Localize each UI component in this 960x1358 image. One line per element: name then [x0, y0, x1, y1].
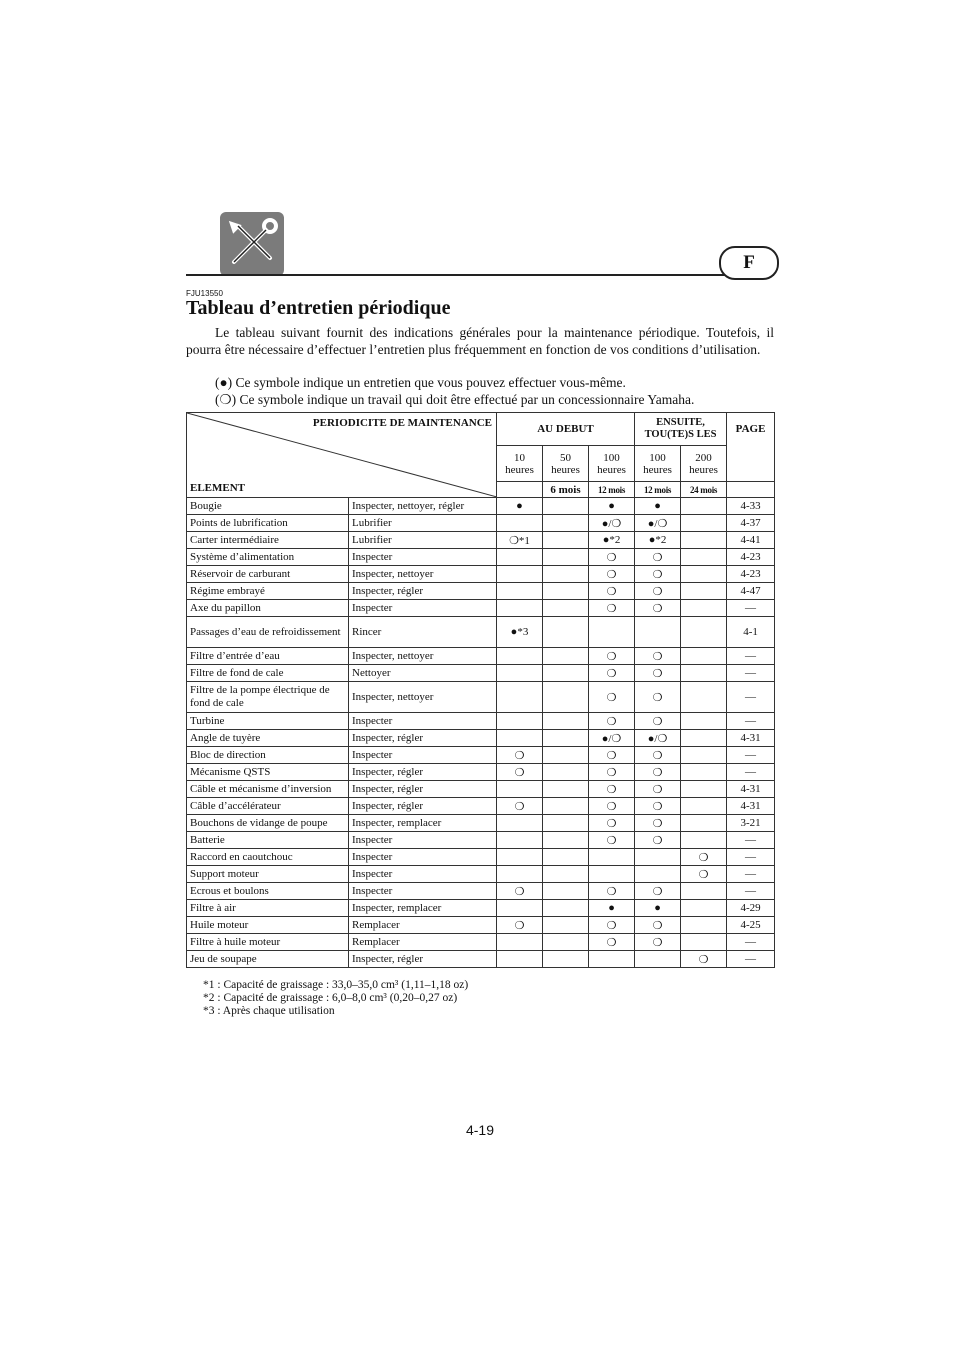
interval-mark-cell — [543, 600, 589, 617]
interval-mark-cell: ❍ — [497, 798, 543, 815]
interval-mark-cell: ❍ — [589, 798, 635, 815]
interval-mark-cell — [543, 583, 589, 600]
interval-mark-cell: ●/❍ — [589, 730, 635, 747]
element-cell: Filtre à air — [187, 900, 349, 917]
interval-mark-cell: ❍ — [497, 883, 543, 900]
page-ref-cell: 4-31 — [727, 781, 775, 798]
table-row — [187, 532, 775, 549]
corner-bottom-label: ELEMENT — [190, 482, 246, 494]
element-cell: Batterie — [187, 832, 349, 849]
action-cell: Inspecter — [349, 600, 497, 617]
table-row — [187, 600, 775, 617]
interval-mark-cell: ❍ — [635, 566, 681, 583]
interval-mark-cell — [543, 682, 589, 713]
action-cell: Inspecter, nettoyer — [349, 566, 497, 583]
interval-mark-cell — [497, 665, 543, 682]
interval-mark-cell — [497, 832, 543, 849]
interval-mark-cell — [497, 648, 543, 665]
interval-mark-cell — [681, 515, 727, 532]
action-cell: Inspecter, nettoyer — [349, 648, 497, 665]
interval-mark-cell — [543, 515, 589, 532]
interval-mark-cell — [543, 713, 589, 730]
interval-mark-cell — [543, 798, 589, 815]
page-ref-cell: 4-31 — [727, 798, 775, 815]
interval-mark-cell — [589, 849, 635, 866]
interval-mark-cell: ❍ — [635, 883, 681, 900]
table-row — [187, 934, 775, 951]
interval-mark-cell — [543, 951, 589, 968]
table-row — [187, 682, 775, 713]
interval-mark-cell: ❍ — [589, 600, 635, 617]
interval-mark-cell: ❍ — [589, 883, 635, 900]
action-cell: Nettoyer — [349, 665, 497, 682]
interval-mark-cell — [635, 951, 681, 968]
interval-mark-cell — [497, 600, 543, 617]
table-row — [187, 583, 775, 600]
interval-mark-cell: ❍ — [589, 781, 635, 798]
interval-mark-cell — [497, 566, 543, 583]
interval-mark-cell: ❍*1 — [497, 532, 543, 549]
interval-mark-cell: ❍ — [589, 648, 635, 665]
table-row — [187, 900, 775, 917]
action-cell: Inspecter — [349, 747, 497, 764]
interval-mark-cell — [543, 781, 589, 798]
tools-icon — [220, 212, 284, 276]
interval-mark-cell: ❍ — [681, 866, 727, 883]
page-ref-cell: 4-23 — [727, 549, 775, 566]
action-cell: Inspecter, régler — [349, 951, 497, 968]
element-cell: Bloc de direction — [187, 747, 349, 764]
interval-header: 100 heures — [589, 446, 635, 482]
element-cell: Système d’alimentation — [187, 549, 349, 566]
interval-mark-cell: ❍ — [635, 781, 681, 798]
interval-mark-cell — [681, 532, 727, 549]
table-row — [187, 747, 775, 764]
interval-mark-cell — [543, 747, 589, 764]
table-row — [187, 781, 775, 798]
interval-mark-cell: ❍ — [635, 600, 681, 617]
page-ref-cell: 4-33 — [727, 498, 775, 515]
table-corner-header — [187, 413, 497, 498]
interval-mark-cell — [543, 665, 589, 682]
page-ref-cell: — — [727, 600, 775, 617]
action-cell: Inspecter, nettoyer — [349, 682, 497, 713]
interval-mark-cell: ❍ — [635, 549, 681, 566]
interval-mark-cell: ❍ — [497, 764, 543, 781]
footnote: *1 : Capacité de graissage : 33,0–35,0 cm³ (1,11–1,18 oz) — [203, 979, 469, 991]
interval-mark-cell — [589, 617, 635, 648]
interval-mark-cell: ●*2 — [635, 532, 681, 549]
interval-mark-cell — [543, 498, 589, 515]
interval-mark-cell — [635, 849, 681, 866]
table-row — [187, 883, 775, 900]
page-ref-cell: — — [727, 648, 775, 665]
maintenance-table — [186, 412, 775, 968]
interval-mark-cell — [681, 730, 727, 747]
page-ref-cell: — — [727, 866, 775, 883]
month-header: 12 mois — [635, 482, 681, 498]
interval-mark-cell — [681, 665, 727, 682]
interval-mark-cell: ❍ — [635, 648, 681, 665]
interval-mark-cell — [681, 883, 727, 900]
interval-mark-cell — [681, 566, 727, 583]
month-header: 6 mois — [543, 482, 589, 498]
interval-mark-cell: ❍ — [681, 849, 727, 866]
interval-mark-cell — [543, 566, 589, 583]
interval-mark-cell — [543, 934, 589, 951]
element-cell: Bouchons de vidange de poupe — [187, 815, 349, 832]
element-cell: Jeu de soupape — [187, 951, 349, 968]
interval-mark-cell: ● — [635, 900, 681, 917]
legend-dealer-service: (❍) Ce symbole indique un travail qui doit être effectué par un concessionnaire Yamaha. — [215, 392, 695, 407]
element-cell: Points de lubrification — [187, 515, 349, 532]
page-ref-cell: — — [727, 849, 775, 866]
interval-mark-cell — [497, 815, 543, 832]
interval-mark-cell — [543, 764, 589, 781]
page-ref-cell: 4-29 — [727, 900, 775, 917]
action-cell: Inspecter, remplacer — [349, 815, 497, 832]
interval-mark-cell: ❍ — [635, 713, 681, 730]
table-row — [187, 730, 775, 747]
table-row — [187, 498, 775, 515]
table-row — [187, 951, 775, 968]
interval-mark-cell — [681, 549, 727, 566]
interval-mark-cell — [635, 866, 681, 883]
action-cell: Lubrifier — [349, 532, 497, 549]
page-ref-cell: — — [727, 934, 775, 951]
page-ref-cell: 4-47 — [727, 583, 775, 600]
page-ref-cell: 4-1 — [727, 617, 775, 648]
interval-mark-cell — [497, 515, 543, 532]
element-cell: Régime embrayé — [187, 583, 349, 600]
page-ref-cell: — — [727, 883, 775, 900]
interval-mark-cell: ●/❍ — [589, 515, 635, 532]
interval-mark-cell — [497, 549, 543, 566]
action-cell: Remplacer — [349, 934, 497, 951]
interval-mark-cell — [681, 815, 727, 832]
element-cell: Filtre d’entrée d’eau — [187, 648, 349, 665]
interval-mark-cell — [681, 900, 727, 917]
interval-mark-cell — [681, 648, 727, 665]
month-header — [497, 482, 543, 498]
interval-mark-cell: ❍ — [589, 713, 635, 730]
action-cell: Inspecter — [349, 713, 497, 730]
interval-mark-cell — [543, 866, 589, 883]
interval-mark-cell: ❍ — [589, 583, 635, 600]
element-cell: Raccord en caoutchouc — [187, 849, 349, 866]
element-cell: Support moteur — [187, 866, 349, 883]
element-cell: Huile moteur — [187, 917, 349, 934]
interval-mark-cell — [681, 747, 727, 764]
header-rule — [186, 274, 774, 276]
page-ref-cell: 4-25 — [727, 917, 775, 934]
interval-mark-cell — [543, 900, 589, 917]
action-cell: Inspecter, régler — [349, 798, 497, 815]
action-cell: Lubrifier — [349, 515, 497, 532]
month-header: 12 mois — [589, 482, 635, 498]
interval-mark-cell — [543, 815, 589, 832]
table-row — [187, 764, 775, 781]
interval-mark-cell: ❍ — [497, 917, 543, 934]
element-cell: Angle de tuyère — [187, 730, 349, 747]
element-cell: Passages d’eau de refroidissement — [187, 617, 349, 648]
interval-mark-cell — [497, 781, 543, 798]
interval-mark-cell — [635, 617, 681, 648]
table-row — [187, 617, 775, 648]
interval-mark-cell: ● — [589, 498, 635, 515]
interval-mark-cell: ❍ — [635, 815, 681, 832]
interval-mark-cell: ❍ — [635, 917, 681, 934]
table-row — [187, 549, 775, 566]
interval-mark-cell — [497, 730, 543, 747]
element-cell: Ecrous et boulons — [187, 883, 349, 900]
page-number: 4-19 — [465, 1122, 495, 1138]
interval-mark-cell: ❍ — [497, 747, 543, 764]
group-then-header: ENSUITE, TOU(TE)S LES — [635, 413, 727, 446]
interval-mark-cell — [681, 764, 727, 781]
interval-mark-cell: ●*2 — [589, 532, 635, 549]
page-ref-cell: — — [727, 951, 775, 968]
page-title: Tableau d’entretien périodique — [186, 297, 451, 319]
page-ref-cell: — — [727, 713, 775, 730]
page-ref-cell: — — [727, 832, 775, 849]
interval-mark-cell: ❍ — [635, 747, 681, 764]
action-cell: Inspecter — [349, 549, 497, 566]
doc-code: FJU13550 — [186, 289, 223, 298]
interval-mark-cell — [589, 951, 635, 968]
table-row — [187, 866, 775, 883]
interval-mark-cell: ● — [635, 498, 681, 515]
interval-mark-cell: ❍ — [635, 665, 681, 682]
interval-mark-cell — [543, 617, 589, 648]
interval-mark-cell — [497, 583, 543, 600]
element-cell: Filtre à huile moteur — [187, 934, 349, 951]
month-header: 24 mois — [681, 482, 727, 498]
interval-mark-cell — [543, 532, 589, 549]
interval-mark-cell — [543, 883, 589, 900]
interval-mark-cell — [681, 934, 727, 951]
interval-header: 200 heures — [681, 446, 727, 482]
interval-header: 50 heures — [543, 446, 589, 482]
interval-mark-cell: ●*3 — [497, 617, 543, 648]
maintenance-table-body — [187, 498, 775, 968]
interval-mark-cell — [497, 900, 543, 917]
page-ref-cell: — — [727, 747, 775, 764]
table-row — [187, 566, 775, 583]
page-column-header: PAGE — [727, 413, 775, 482]
legend-self-service: (●) Ce symbole indique un entretien que vous pouvez effectuer vous-même. — [215, 375, 626, 390]
interval-mark-cell: ❍ — [589, 566, 635, 583]
action-cell: Remplacer — [349, 917, 497, 934]
action-cell: Inspecter, régler — [349, 764, 497, 781]
interval-mark-cell — [589, 866, 635, 883]
interval-mark-cell — [681, 617, 727, 648]
interval-mark-cell — [543, 549, 589, 566]
interval-mark-cell — [681, 781, 727, 798]
interval-mark-cell: ❍ — [635, 583, 681, 600]
element-cell: Turbine — [187, 713, 349, 730]
interval-mark-cell — [681, 798, 727, 815]
footnote: *3 : Après chaque utilisation — [203, 1005, 335, 1017]
interval-mark-cell — [543, 917, 589, 934]
interval-mark-cell: ● — [497, 498, 543, 515]
element-cell: Réservoir de carburant — [187, 566, 349, 583]
interval-mark-cell: ● — [589, 900, 635, 917]
interval-mark-cell — [681, 583, 727, 600]
element-cell: Axe du papillon — [187, 600, 349, 617]
interval-mark-cell: ❍ — [589, 934, 635, 951]
interval-mark-cell — [543, 849, 589, 866]
page-ref-cell: — — [727, 764, 775, 781]
interval-header: 10 heures — [497, 446, 543, 482]
element-cell: Câble et mécanisme d’inversion — [187, 781, 349, 798]
page-ref-cell: 4-41 — [727, 532, 775, 549]
interval-mark-cell — [681, 713, 727, 730]
element-cell: Bougie — [187, 498, 349, 515]
corner-top-label: PERIODICITE DE MAINTENANCE — [312, 417, 492, 429]
interval-mark-cell — [497, 682, 543, 713]
interval-mark-cell — [543, 648, 589, 665]
table-row — [187, 815, 775, 832]
element-cell: Câble d’accélérateur — [187, 798, 349, 815]
interval-mark-cell — [681, 498, 727, 515]
page-ref-cell: 4-23 — [727, 566, 775, 583]
interval-mark-cell — [497, 866, 543, 883]
page-ref-cell: 4-31 — [727, 730, 775, 747]
interval-mark-cell — [543, 832, 589, 849]
action-cell: Inspecter — [349, 832, 497, 849]
interval-mark-cell: ❍ — [589, 815, 635, 832]
action-cell: Inspecter, remplacer — [349, 900, 497, 917]
table-row — [187, 713, 775, 730]
element-cell: Filtre de fond de cale — [187, 665, 349, 682]
interval-header: 100 heures — [635, 446, 681, 482]
page-ref-cell: 3-21 — [727, 815, 775, 832]
interval-mark-cell: ●/❍ — [635, 515, 681, 532]
interval-mark-cell — [681, 600, 727, 617]
table-row — [187, 832, 775, 849]
interval-mark-cell: ●/❍ — [635, 730, 681, 747]
interval-mark-cell — [497, 934, 543, 951]
interval-mark-cell: ❍ — [589, 832, 635, 849]
action-cell: Inspecter — [349, 849, 497, 866]
table-row — [187, 849, 775, 866]
action-cell: Inspecter, régler — [349, 583, 497, 600]
group-start-header: AU DEBUT — [497, 413, 635, 446]
page-ref-cell: — — [727, 665, 775, 682]
interval-mark-cell — [497, 951, 543, 968]
table-row — [187, 515, 775, 532]
table-row — [187, 648, 775, 665]
interval-mark-cell — [543, 730, 589, 747]
interval-mark-cell: ❍ — [635, 798, 681, 815]
interval-mark-cell: ❍ — [635, 832, 681, 849]
action-cell: Inspecter — [349, 883, 497, 900]
language-badge: F — [719, 246, 779, 280]
interval-mark-cell: ❍ — [635, 764, 681, 781]
footnotes — [203, 979, 468, 1018]
interval-mark-cell — [681, 682, 727, 713]
action-cell: Rincer — [349, 617, 497, 648]
interval-mark-cell: ❍ — [635, 682, 681, 713]
interval-mark-cell: ❍ — [589, 682, 635, 713]
interval-mark-cell: ❍ — [589, 764, 635, 781]
element-cell: Carter intermédiaire — [187, 532, 349, 549]
interval-mark-cell: ❍ — [681, 951, 727, 968]
interval-mark-cell — [681, 832, 727, 849]
page-ref-cell: 4-37 — [727, 515, 775, 532]
table-row — [187, 665, 775, 682]
interval-mark-cell: ❍ — [589, 665, 635, 682]
interval-mark-cell — [497, 713, 543, 730]
interval-mark-cell — [681, 917, 727, 934]
interval-mark-cell: ❍ — [589, 549, 635, 566]
footnote: *2 : Capacité de graissage : 6,0–8,0 cm³ (0,20–0,27 oz) — [203, 992, 458, 1004]
month-header-page-col — [727, 482, 775, 498]
action-cell: Inspecter, régler — [349, 730, 497, 747]
interval-mark-cell: ❍ — [635, 934, 681, 951]
page-ref-cell: — — [727, 682, 775, 713]
action-cell: Inspecter — [349, 866, 497, 883]
table-row — [187, 917, 775, 934]
element-cell: Mécanisme QSTS — [187, 764, 349, 781]
interval-mark-cell: ❍ — [589, 747, 635, 764]
interval-mark-cell: ❍ — [589, 917, 635, 934]
action-cell: Inspecter, régler — [349, 781, 497, 798]
action-cell: Inspecter, nettoyer, régler — [349, 498, 497, 515]
table-row — [187, 798, 775, 815]
intro-paragraph: Le tableau suivant fournit des indications générales pour la maintenance périodique. Toutefois, il pourra être nécessaire d’effectuer l’entretien plus fréquemment en fonction de vos conditions d’utilisation. — [186, 325, 774, 357]
interval-mark-cell — [497, 849, 543, 866]
element-cell: Filtre de la pompe électrique de fond de cale — [187, 682, 349, 713]
